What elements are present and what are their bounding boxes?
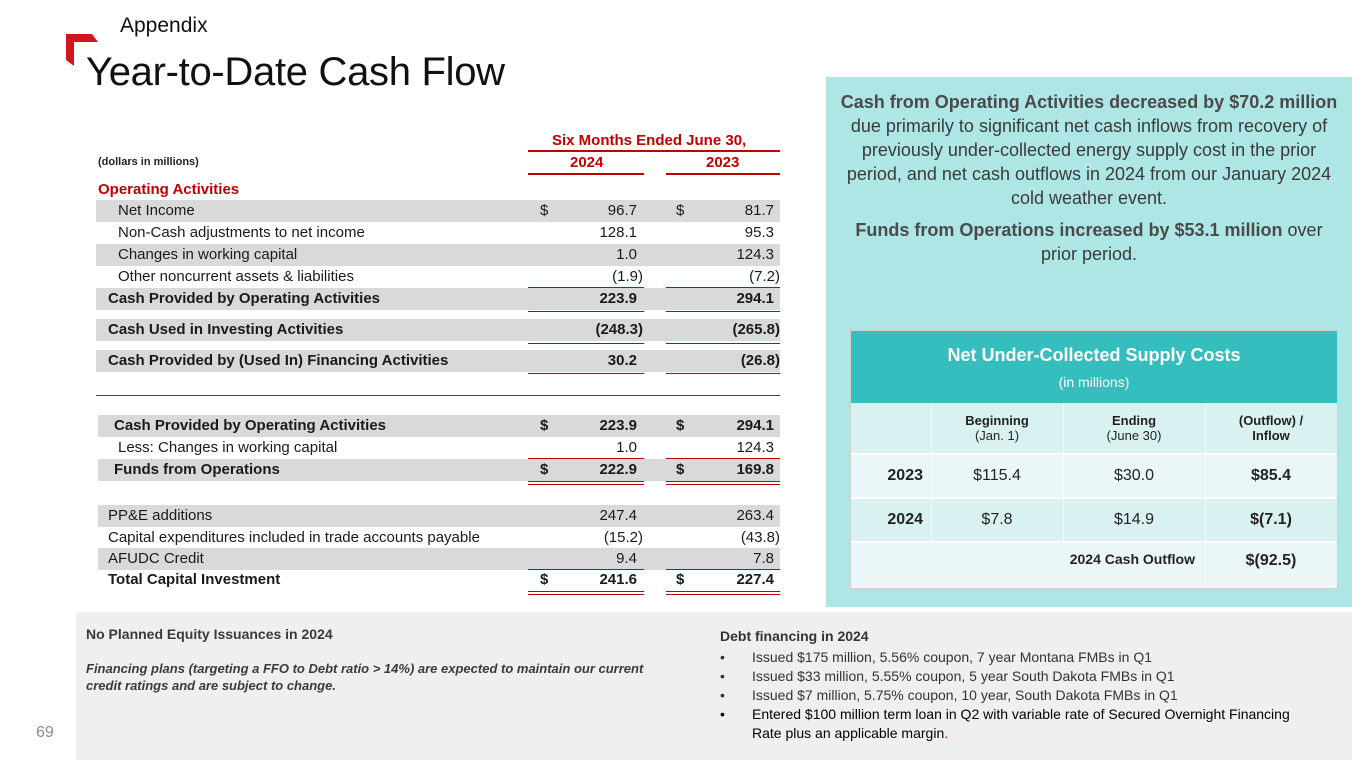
table-row <box>0 459 800 481</box>
table-row <box>851 543 1337 588</box>
debt-item-text: Issued $7 million, 5.75% coupon, 10 year, South Dakota FMBs in Q1 <box>752 687 1178 703</box>
value-2023: (7.2) <box>749 268 780 285</box>
period-header-rule <box>528 150 780 152</box>
subtotal-rule <box>666 373 780 374</box>
value-2023: 124.3 <box>736 439 774 456</box>
table-row <box>0 415 800 437</box>
supply-costs-table <box>850 330 1338 589</box>
ending-value: $30.0 <box>1113 467 1155 484</box>
bullet: • <box>720 706 725 722</box>
year-2024-rule <box>528 173 644 175</box>
bullet: • <box>720 668 725 684</box>
value-2024: 223.9 <box>599 417 637 434</box>
net-value: $85.4 <box>1250 467 1292 484</box>
row-label: Changes in working capital <box>118 246 298 263</box>
beginning-value: $115.4 <box>973 467 1021 484</box>
subtotal-rule <box>528 343 644 344</box>
value-2023: 7.8 <box>753 550 774 567</box>
table-row <box>0 505 800 527</box>
outflow-label: 2024 Cash Outflow <box>1069 551 1195 567</box>
row-label: Capital expenditures included in trade accounts payable <box>108 529 480 546</box>
subtotal-rule <box>666 343 780 344</box>
supply-costs-header <box>851 331 1337 403</box>
supply-costs-column-headers <box>851 403 1337 453</box>
trailing-dot: . <box>944 725 949 741</box>
row-label: PP&E additions <box>108 507 213 524</box>
list-item <box>720 705 1320 743</box>
value-2023: 169.8 <box>736 461 774 478</box>
debt-financing-list <box>720 648 1320 743</box>
commentary-text <box>838 90 1340 274</box>
commentary-ffo-highlight: Funds from Operations increased by $53.1 million <box>855 220 1283 240</box>
table-row <box>0 569 800 591</box>
table-row <box>0 350 800 372</box>
table-row <box>0 527 800 549</box>
commentary-operating-detail: due primarily to significant net cash inflows from recovery of previously under-collected energy supply cost in the prior period, and net cash outflows in 2024 from our January 2024 cold weather event. <box>846 116 1332 208</box>
table-row <box>0 288 800 310</box>
bullet: • <box>720 649 725 665</box>
total-rule <box>528 484 644 485</box>
value-2024: 222.9 <box>599 461 637 478</box>
dollar-sign: $ <box>676 202 685 219</box>
commentary-operating <box>838 90 1340 210</box>
table-row <box>851 455 1337 497</box>
value-2023: 263.4 <box>736 507 774 524</box>
row-label: Cash Provided by Operating Activities <box>114 417 387 434</box>
total-rule <box>666 591 780 592</box>
value-2023: 294.1 <box>736 417 774 434</box>
row-year: 2023 <box>887 467 923 484</box>
table-row <box>0 319 800 341</box>
debt-item-text: Issued $33 million, 5.55% coupon, 5 year South Dakota FMBs in Q1 <box>752 668 1175 684</box>
dollar-sign: $ <box>676 461 685 478</box>
value-2024: (248.3) <box>595 321 643 338</box>
value-2024: (1.9) <box>612 268 643 285</box>
row-label: Other noncurrent assets & liabilities <box>118 268 354 285</box>
row-label: Funds from Operations <box>114 461 280 478</box>
value-2023: 294.1 <box>736 290 774 307</box>
year-2023-header: 2023 <box>706 154 740 171</box>
period-header: Six Months Ended June 30, <box>552 132 747 149</box>
dollar-sign: $ <box>540 417 549 434</box>
dollar-sign: $ <box>540 571 549 588</box>
debt-item-text: Issued $175 million, 5.56% coupon, 7 year Montana FMBs in Q1 <box>752 649 1152 665</box>
value-2024: 30.2 <box>607 352 637 369</box>
dollar-sign: $ <box>676 571 685 588</box>
row-label: Non-Cash adjustments to net income <box>118 224 365 241</box>
value-2024: 1.0 <box>616 439 637 456</box>
value-2024: 247.4 <box>599 507 637 524</box>
dollar-sign: $ <box>540 202 549 219</box>
list-item <box>720 686 1320 705</box>
row-label: AFUDC Credit <box>108 550 204 567</box>
subtotal-rule <box>528 311 644 312</box>
total-rule <box>528 591 644 592</box>
value-2024: 9.4 <box>616 550 637 567</box>
value-2023: 227.4 <box>736 571 774 588</box>
beginning-value: $7.8 <box>981 511 1013 528</box>
year-2024-header: 2024 <box>570 154 604 171</box>
value-2023: (26.8) <box>740 352 780 369</box>
commentary-operating-highlight: Cash from Operating Activities decreased by $70.2 million <box>840 92 1338 112</box>
value-2024: 241.6 <box>599 571 637 588</box>
subtotal-rule <box>528 373 644 374</box>
operating-activities-heading: Operating Activities <box>98 181 240 198</box>
value-2024: 223.9 <box>599 290 637 307</box>
column-header-beginning: Beginning (Jan. 1) <box>965 413 1029 443</box>
page-title: Year-to-Date Cash Flow <box>86 50 505 94</box>
dollar-sign: $ <box>676 417 685 434</box>
bullet: • <box>720 687 725 703</box>
value-2023: (43.8) <box>740 529 780 546</box>
total-rule <box>666 484 780 485</box>
table-row <box>0 244 800 266</box>
value-2023: 95.3 <box>744 224 774 241</box>
row-label: Total Capital Investment <box>108 571 281 588</box>
year-2023-rule <box>666 173 780 175</box>
table-row <box>0 266 800 288</box>
dollar-sign: $ <box>540 461 549 478</box>
row-year: 2024 <box>887 511 923 528</box>
value-2024: (15.2) <box>603 529 643 546</box>
value-2024: 96.7 <box>607 202 637 219</box>
column-header-ending: Ending (June 30) <box>1106 413 1162 443</box>
value-2024: 128.1 <box>599 224 637 241</box>
commentary-ffo-detail: over prior period. <box>1040 220 1323 264</box>
supply-costs-title: Net Under-Collected Supply Costs <box>947 345 1241 365</box>
section-label: Appendix <box>120 14 208 37</box>
total-rule <box>528 594 644 595</box>
debt-financing-title: Debt financing in 2024 <box>720 628 869 644</box>
total-rule <box>666 481 780 482</box>
value-2023: 124.3 <box>736 246 774 263</box>
row-label: Cash Provided by Operating Activities <box>108 290 381 307</box>
ending-value: $14.9 <box>1113 511 1155 528</box>
row-label: Net Income <box>118 202 195 219</box>
column-header-net: (Outflow) / Inflow <box>1238 413 1304 443</box>
page-number: 69 <box>36 724 54 741</box>
supply-costs-subtitle: (in millions) <box>1058 374 1130 390</box>
list-item <box>720 667 1320 686</box>
row-label: Cash Used in Investing Activities <box>108 321 344 338</box>
total-rule <box>666 594 780 595</box>
row-label: Less: Changes in working capital <box>118 439 338 456</box>
value-2023: 81.7 <box>744 202 774 219</box>
equity-note-body: Financing plans (targeting a FFO to Debt ratio > 14%) are expected to maintain our current credit ratings and are subject to change. <box>86 661 644 693</box>
list-item <box>720 648 1320 667</box>
table-row <box>0 548 800 570</box>
table-row <box>0 222 800 244</box>
value-2024: 1.0 <box>616 246 637 263</box>
units-label: (dollars in millions) <box>98 156 199 168</box>
outflow-value: $(92.5) <box>1245 552 1297 569</box>
table-row <box>0 200 800 222</box>
equity-note-title: No Planned Equity Issuances in 2024 <box>86 626 333 642</box>
value-2023: (265.8) <box>732 321 780 338</box>
total-rule <box>528 481 644 482</box>
table-row <box>851 499 1337 541</box>
debt-item-text: Entered $100 million term loan in Q2 with variable rate of Secured Overnight Financing Rate plus an applicable margin <box>752 706 1290 741</box>
table-row <box>0 437 800 459</box>
commentary-ffo <box>838 218 1340 266</box>
net-value: $(7.1) <box>1250 511 1292 528</box>
subtotal-rule <box>666 311 780 312</box>
section-divider <box>96 395 780 396</box>
row-label: Cash Provided by (Used In) Financing Activities <box>108 352 449 369</box>
